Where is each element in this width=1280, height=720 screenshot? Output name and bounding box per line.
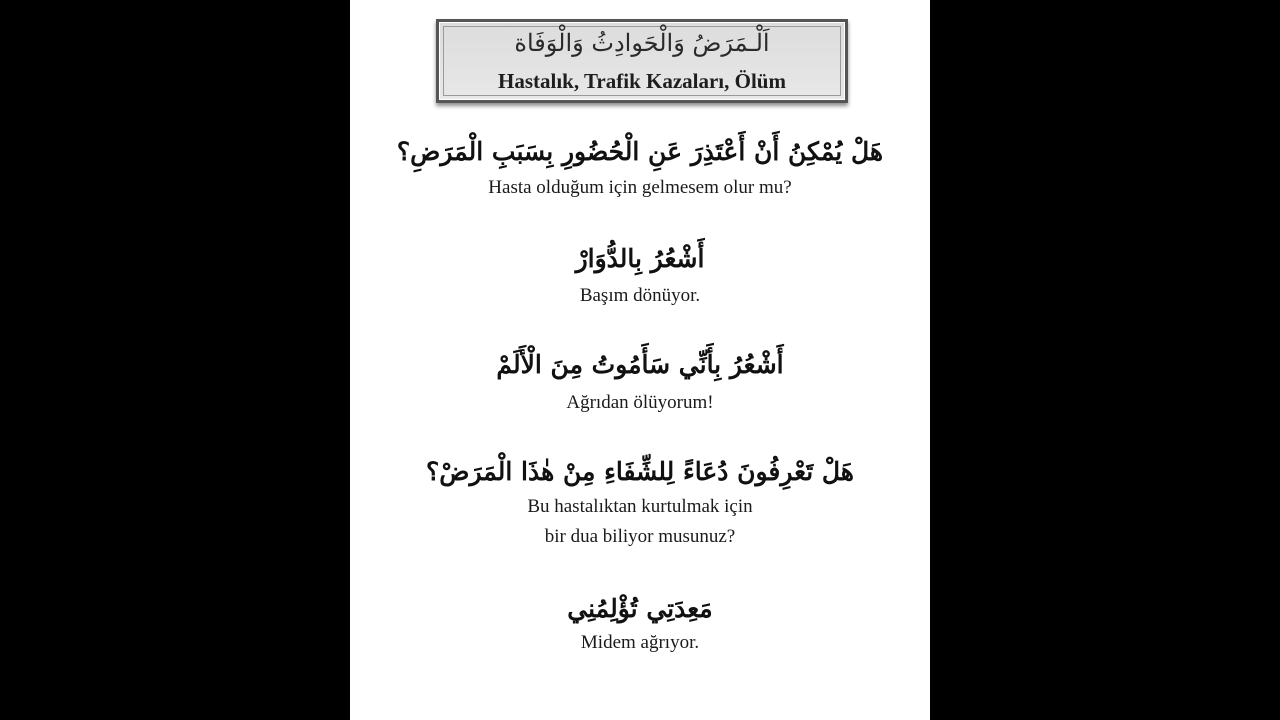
- phrase-turkish-line-1: Bu hastalıktan kurtulmak için: [527, 496, 753, 517]
- phrase-turkish-line-2: bir dua biliyor musunuz?: [544, 526, 736, 547]
- phrase-arabic: هَلْ يُمْكِنُ أَنْ أَعْتَذِرَ عَنِ الْحُضُورِ بِسَبَبِ الْمَرَضِ؟: [396, 137, 884, 166]
- header-turkish-title: Hastalık, Trafik Kazaları, Ölüm: [498, 69, 786, 93]
- phrase-turkish: Hasta olduğum için gelmesem olur mu?: [488, 177, 792, 198]
- phrase-arabic: أَشْعُرُ بِالدُّوَارْ: [575, 244, 705, 273]
- document-page: [350, 0, 930, 720]
- phrase-arabic: مَعِدَتِي تُؤْلِمُنِي: [567, 594, 713, 623]
- phrase-turkish: Midem ağrıyor.: [580, 632, 700, 653]
- header-arabic-title: اَلْـمَرَضُ وَالْحَوادِثُ وَالْوَفَاة: [514, 29, 770, 57]
- phrase-arabic: هَلْ تَعْرِفُونَ دُعَاءً لِلشِّفَاءِ مِنْ هٰذَا الْمَرَضْ؟: [426, 457, 854, 486]
- phrase-turkish: Ağrıdan ölüyorum!: [566, 392, 714, 413]
- phrase-turkish: Başım dönüyor.: [579, 285, 701, 306]
- phrase-arabic: أَشْعُرُ بِأَنِّي سَأَمُوتُ مِنَ الْأَلَمْ: [496, 350, 784, 379]
- section-header-box: [436, 19, 848, 103]
